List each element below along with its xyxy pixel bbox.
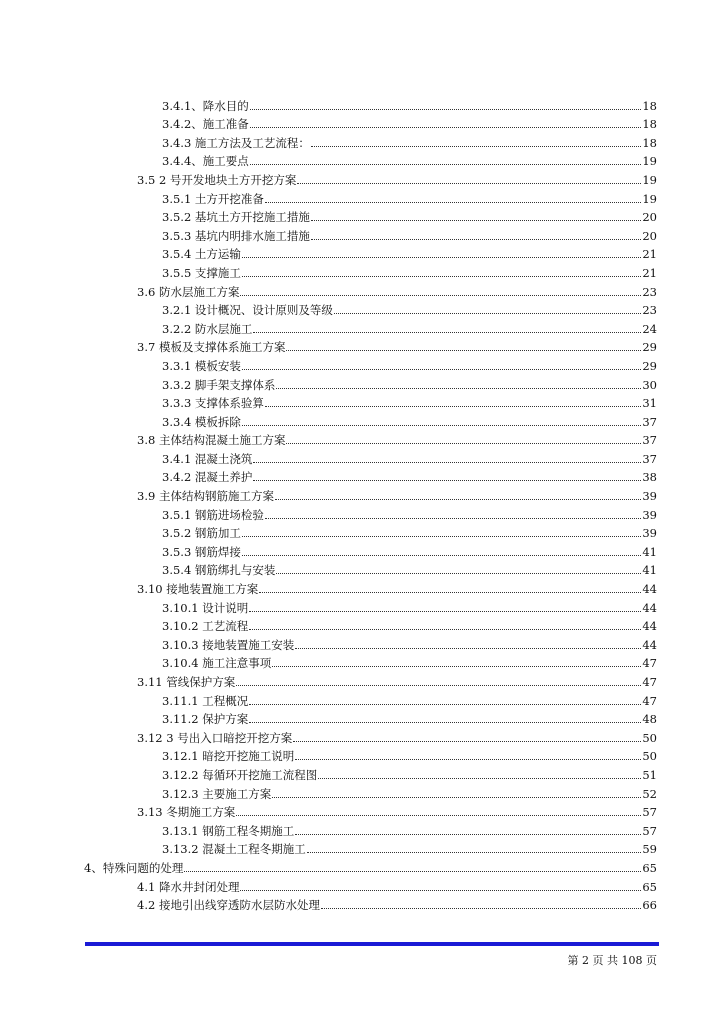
toc-dot-leader — [311, 146, 641, 147]
toc-entry[interactable] — [0, 633, 724, 652]
toc-entry[interactable] — [0, 392, 724, 411]
toc-entry-page: 21 — [642, 265, 657, 280]
toc-entry[interactable] — [0, 466, 724, 485]
toc-entry-title: 3.13 冬期施工方案 — [137, 805, 236, 820]
toc-entry[interactable] — [0, 522, 724, 541]
toc-entry-page: 39 — [642, 489, 657, 504]
toc-entry-page: 29 — [642, 340, 657, 355]
toc-entry-page: 59 — [642, 842, 657, 857]
toc-entry-title: 3.4.2 混凝土养护 — [162, 470, 253, 485]
toc-entry-page: 23 — [642, 284, 657, 299]
toc-entry[interactable] — [0, 150, 724, 169]
toc-entry-page: 51 — [642, 767, 657, 782]
toc-entry-page: 41 — [642, 544, 657, 559]
toc-dot-leader — [236, 815, 641, 816]
toc-dot-leader — [242, 276, 641, 277]
toc-entry[interactable] — [0, 187, 724, 206]
toc-entry-page: 57 — [642, 805, 657, 820]
toc-entry-title: 3.10.2 工艺流程 — [162, 619, 249, 634]
toc-entry-title: 3.4.1 混凝土浇筑 — [162, 451, 253, 466]
toc-dot-leader — [240, 890, 641, 891]
toc-dot-leader — [265, 518, 641, 519]
toc-entry[interactable] — [0, 801, 724, 820]
toc-entry-title: 3.11.2 保护方案 — [162, 712, 249, 727]
toc-entry-title: 3.8 主体结构混凝土施工方案 — [137, 433, 286, 448]
toc-entry[interactable] — [0, 261, 724, 280]
toc-entry-page: 47 — [642, 693, 657, 708]
toc-entry[interactable] — [0, 894, 724, 913]
toc-entry-title: 3.5.4 土方运输 — [162, 247, 241, 262]
toc-entry[interactable] — [0, 708, 724, 727]
toc-entry-title: 3.5.4 钢筋绑扎与安装 — [162, 563, 276, 578]
toc-dot-leader — [249, 629, 641, 630]
toc-entry-title: 3.4.4、施工要点 — [162, 154, 249, 169]
toc-entry-title: 3.6 防水层施工方案 — [137, 284, 240, 299]
toc-entry-title: 3.9 主体结构钢筋施工方案 — [137, 489, 274, 504]
toc-entry[interactable] — [0, 763, 724, 782]
toc-entry-title: 3.5.3 钢筋焊接 — [162, 544, 241, 559]
toc-entry[interactable] — [0, 615, 724, 634]
toc-dot-leader — [250, 164, 642, 165]
toc-entry-title: 3.5.2 钢筋加工 — [162, 526, 241, 541]
toc-dot-leader — [311, 239, 641, 240]
toc-entry-page: 47 — [642, 656, 657, 671]
toc-entry[interactable] — [0, 652, 724, 671]
toc-dot-leader — [259, 592, 641, 593]
toc-entry[interactable] — [0, 856, 724, 875]
toc-entry-title: 3.10.1 设计说明 — [162, 600, 249, 615]
toc-entry-title: 3.5.1 钢筋进场检验 — [162, 507, 264, 522]
toc-entry[interactable] — [0, 168, 724, 187]
toc-entry-page: 18 — [642, 135, 657, 150]
toc-entry-page: 20 — [642, 210, 657, 225]
toc-entry-page: 39 — [642, 526, 657, 541]
toc-entry-title: 3.3.3 支撑体系验算 — [162, 396, 264, 411]
toc-entry-title: 3.3.4 模板拆除 — [162, 414, 241, 429]
toc-entry-title: 4.1 降水井封闭处理 — [137, 879, 240, 894]
toc-entry[interactable] — [0, 503, 724, 522]
toc-dot-leader — [295, 648, 641, 649]
toc-entry[interactable] — [0, 354, 724, 373]
toc-dot-leader — [242, 425, 641, 426]
toc-entry[interactable] — [0, 206, 724, 225]
toc-entry-title: 3.12 3 号出入口暗挖开挖方案 — [137, 730, 293, 745]
toc-entry-title: 3.7 模板及支撑体系施工方案 — [137, 340, 286, 355]
toc-entry-page: 19 — [642, 154, 657, 169]
toc-entry-page: 66 — [642, 898, 657, 913]
toc-entry[interactable] — [0, 243, 724, 262]
toc-dot-leader — [242, 536, 641, 537]
toc-dot-leader — [242, 257, 641, 258]
toc-entry-page: 23 — [642, 303, 657, 318]
toc-entry[interactable] — [0, 875, 724, 894]
toc-dot-leader — [265, 406, 641, 407]
toc-entry-title: 3.12.2 每循环开挖施工流程图 — [162, 767, 318, 782]
toc-entry-page: 24 — [642, 321, 657, 336]
toc-entry-page: 44 — [642, 637, 657, 652]
toc-entry-title: 3.11 管线保护方案 — [137, 675, 236, 689]
toc-dot-leader — [249, 704, 641, 705]
toc-entry-page: 18 — [642, 117, 657, 132]
toc-dot-leader — [240, 295, 641, 296]
toc-dot-leader — [321, 908, 641, 909]
toc-entry-page: 19 — [642, 191, 657, 206]
toc-entry-page: 21 — [642, 247, 657, 262]
toc-entry[interactable] — [0, 299, 724, 318]
toc-entry-page: 31 — [642, 396, 657, 411]
toc-entry[interactable] — [0, 113, 724, 132]
toc-entry-page: 50 — [642, 749, 657, 764]
toc-entry-title: 3.3.1 模板安装 — [162, 358, 241, 373]
toc-entry[interactable] — [0, 838, 724, 857]
toc-entry[interactable] — [0, 670, 724, 689]
toc-entry-title: 3.10 接地装置施工方案 — [137, 582, 259, 597]
toc-entry-page: 19 — [642, 172, 657, 187]
toc-dot-leader — [318, 778, 641, 779]
toc-dot-leader — [272, 797, 641, 798]
toc-entry-page: 37 — [642, 433, 657, 448]
toc-entry[interactable] — [0, 596, 724, 615]
toc-entry-title: 4、特殊问题的处理 — [84, 860, 184, 875]
toc-dot-leader — [249, 611, 641, 612]
toc-dot-leader — [250, 109, 642, 110]
toc-entry[interactable] — [0, 447, 724, 466]
toc-dot-leader — [295, 834, 641, 835]
toc-entry-title: 3.5 2 号开发地块土方开挖方案 — [137, 172, 297, 187]
toc-dot-leader — [297, 183, 641, 184]
toc-dot-leader — [276, 573, 641, 574]
toc-entry-title: 3.3.2 脚手架支撑体系 — [162, 377, 276, 392]
toc-dot-leader — [253, 332, 641, 333]
toc-entry-page: 37 — [642, 451, 657, 466]
toc-entry-page: 38 — [642, 470, 657, 485]
toc-dot-leader — [286, 443, 641, 444]
toc-entry-title: 3.12.3 主要施工方案 — [162, 786, 272, 801]
toc-dot-leader — [253, 462, 641, 463]
toc-dot-leader — [276, 388, 641, 389]
toc-entry[interactable] — [0, 689, 724, 708]
toc-entry-title: 3.5.1 土方开挖准备 — [162, 191, 264, 206]
toc-entry-page: 65 — [642, 860, 657, 875]
toc-entry[interactable] — [0, 224, 724, 243]
toc-entry-title: 3.4.1、降水目的 — [162, 98, 249, 113]
toc-dot-leader — [265, 202, 641, 203]
toc-entry-page: 37 — [642, 414, 657, 429]
toc-dot-leader — [295, 759, 641, 760]
toc-entry[interactable] — [0, 745, 724, 764]
toc-entry[interactable] — [0, 782, 724, 801]
toc-entry-title: 3.5.5 支撑施工 — [162, 265, 241, 280]
toc-entry[interactable] — [0, 131, 724, 150]
toc-entry-page: 57 — [642, 823, 657, 838]
toc-entry-page: 47 — [642, 675, 657, 689]
toc-entry-page: 52 — [642, 786, 657, 801]
toc-entry[interactable] — [0, 317, 724, 336]
toc-dot-leader — [311, 220, 641, 221]
toc-entry[interactable] — [0, 540, 724, 559]
toc-dot-leader — [293, 741, 641, 742]
toc-entry-title: 3.5.2 基坑土方开挖施工措施 — [162, 210, 310, 225]
toc-entry-page: 20 — [642, 228, 657, 243]
toc-entry-title: 3.2.1 设计概况、设计原则及等级 — [162, 303, 333, 318]
toc-entry-title: 3.2.2 防水层施工 — [162, 321, 253, 336]
toc-dot-leader — [242, 369, 641, 370]
toc-entry-page: 30 — [642, 377, 657, 392]
table-of-contents — [0, 94, 724, 912]
toc-entry[interactable] — [0, 484, 724, 503]
toc-entry-title: 3.11.1 工程概况 — [162, 693, 249, 708]
toc-entry-page: 44 — [642, 582, 657, 597]
toc-entry-title: 3.13.1 钢筋工程冬期施工 — [162, 823, 295, 838]
toc-entry[interactable] — [0, 559, 724, 578]
toc-entry-title: 3.5.3 基坑内明排水施工措施 — [162, 228, 310, 243]
toc-entry[interactable] — [0, 819, 724, 838]
toc-dot-leader — [249, 722, 641, 723]
footer-rule — [85, 942, 659, 946]
toc-entry[interactable] — [0, 726, 724, 745]
toc-dot-leader — [272, 666, 641, 667]
toc-entry[interactable] — [0, 94, 724, 113]
toc-entry-title: 3.10.3 接地装置施工安装 — [162, 637, 295, 652]
toc-entry-title: 3.10.4 施工注意事项 — [162, 656, 272, 671]
toc-entry-page: 44 — [642, 619, 657, 634]
toc-dot-leader — [242, 555, 641, 556]
toc-entry[interactable] — [0, 577, 724, 596]
toc-dot-leader — [275, 499, 641, 500]
toc-entry-page: 65 — [642, 879, 657, 894]
toc-entry-page: 50 — [642, 730, 657, 745]
toc-dot-leader — [184, 871, 641, 872]
toc-dot-leader — [307, 852, 642, 853]
toc-entry-title: 3.12.1 暗挖开挖施工说明 — [162, 749, 295, 764]
toc-entry-page: 48 — [642, 712, 657, 727]
toc-dot-leader — [236, 685, 641, 686]
toc-entry-title: 3.13.2 混凝土工程冬期施工 — [162, 842, 306, 857]
toc-entry[interactable] — [0, 280, 724, 299]
toc-entry-page: 39 — [642, 507, 657, 522]
toc-dot-leader — [286, 350, 641, 351]
toc-dot-leader — [334, 313, 641, 314]
toc-entry[interactable] — [0, 336, 724, 355]
toc-entry[interactable] — [0, 410, 724, 429]
toc-entry[interactable] — [0, 373, 724, 392]
page-number-footer: 第 2 页 共 108 页 — [567, 954, 657, 967]
toc-entry-page: 29 — [642, 358, 657, 373]
toc-entry-title: 3.4.2、施工准备 — [162, 117, 249, 132]
toc-entry-title: 4.2 接地引出线穿透防水层防水处理 — [137, 898, 320, 913]
toc-entry-page: 41 — [642, 563, 657, 578]
toc-entry-title: 3.4.3 施工方法及工艺流程： — [162, 135, 310, 150]
toc-entry-page: 18 — [642, 98, 657, 113]
toc-dot-leader — [250, 127, 642, 128]
toc-dot-leader — [253, 480, 641, 481]
toc-entry-page: 44 — [642, 600, 657, 615]
toc-entry[interactable] — [0, 429, 724, 448]
